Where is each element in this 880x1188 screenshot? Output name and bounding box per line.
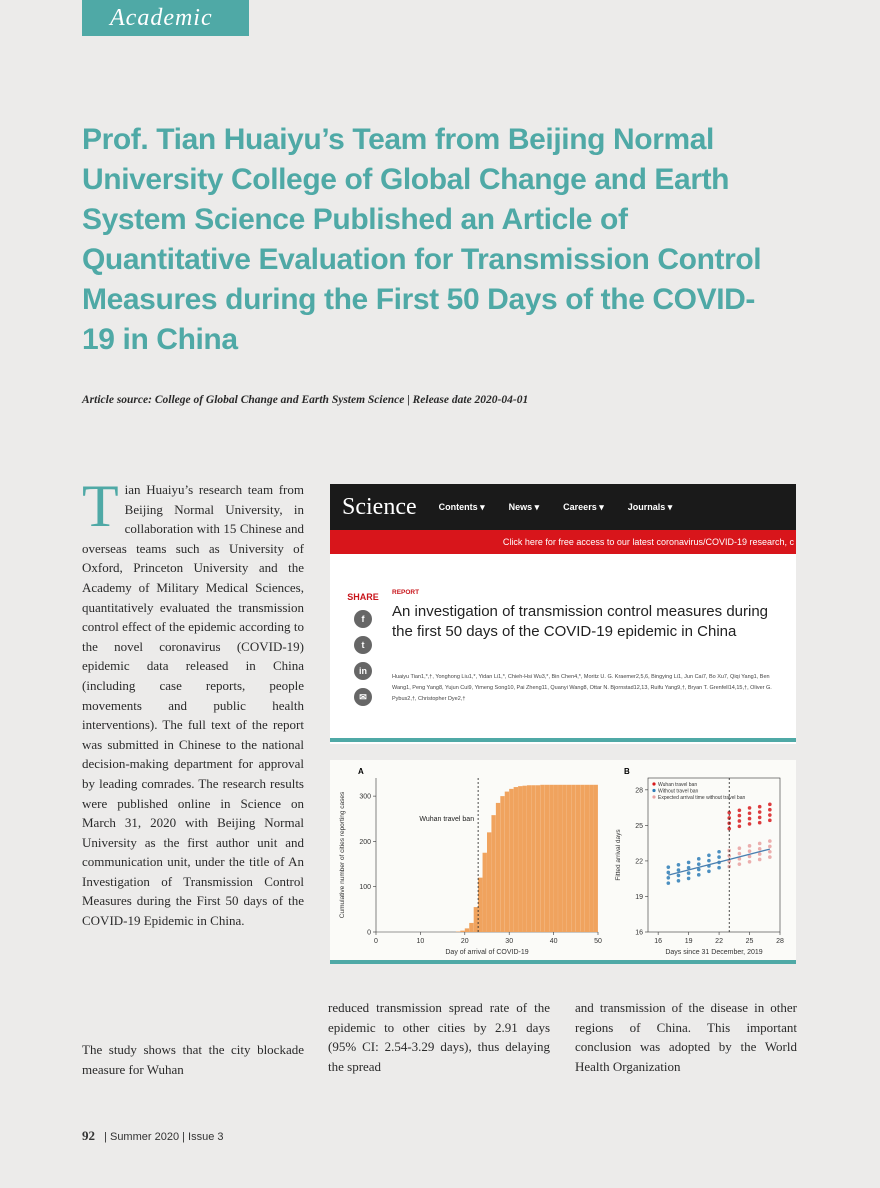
linkedin-icon: in (354, 662, 372, 680)
bar (576, 785, 580, 932)
nav-contents: Contents ▾ (438, 501, 485, 512)
data-point (758, 858, 762, 862)
data-point (667, 871, 671, 875)
data-point (697, 857, 701, 861)
data-point (738, 814, 742, 818)
body-column-3: and transmission of the disease in other regions of China. This important conclusion was adopted by the World Health Organization (575, 1000, 797, 1074)
data-point (768, 845, 772, 849)
bar (571, 785, 575, 932)
legend-label: Expected arrival time without travel ban (658, 795, 746, 801)
covid-banner: Click here for free access to our latest coronavirus/COVID-19 research, c (330, 530, 796, 554)
data-point (687, 861, 691, 865)
legend-marker (652, 795, 655, 798)
nav-news: News ▾ (508, 501, 540, 512)
bar (536, 785, 540, 932)
drop-cap: T (82, 473, 119, 539)
y-tick-label: 25 (635, 822, 643, 830)
data-point (748, 844, 752, 848)
y-tick-label: 200 (359, 838, 371, 846)
data-point (758, 816, 762, 820)
bar (496, 803, 500, 932)
bar (460, 931, 464, 932)
data-point (758, 842, 762, 846)
chart-panel-b (615, 778, 784, 956)
article-title: Prof. Tian Huaiyu’s Team from Beijing Normal University College of Global Change and Earth System Science Published an Article of Quantitative Evaluation for Transmission Control Measures during the First 50 Days of the COVID-19 in China (82, 123, 762, 356)
x-axis-label: Day of arrival of COVID-19 (445, 949, 529, 956)
data-point (768, 803, 772, 807)
data-point (667, 865, 671, 869)
data-point (768, 808, 772, 812)
article-source: Article source: College of Global Change and Earth System Science | Release date 2020-04-01 (82, 394, 529, 406)
issue-info: | Summer 2020 | Issue 3 (104, 1131, 224, 1143)
bar (531, 785, 535, 932)
x-tick-label: 25 (745, 938, 754, 945)
nav-journals: Journals ▾ (627, 501, 673, 512)
data-point (667, 881, 671, 885)
data-point (768, 819, 772, 823)
x-tick-label: 28 (776, 938, 784, 945)
twitter-icon: t (354, 636, 372, 654)
data-point (717, 855, 721, 859)
bar (469, 923, 473, 932)
bar (465, 928, 469, 932)
y-tick-label: 300 (359, 793, 371, 801)
data-point (677, 863, 681, 867)
science-logo: Science (342, 493, 417, 520)
x-tick-label: 50 (594, 938, 602, 945)
data-point (717, 850, 721, 854)
share-label: SHARE (347, 592, 379, 602)
data-point (748, 822, 752, 826)
page-number: 92 (82, 1128, 95, 1143)
share-panel (346, 592, 380, 714)
bar (505, 792, 509, 932)
data-point (748, 811, 752, 815)
x-tick-label: 22 (715, 938, 723, 945)
data-point (768, 813, 772, 817)
divider (330, 738, 796, 742)
data-point (758, 805, 762, 809)
body-column-2: reduced transmission spread rate of the epidemic to other cities by 2.91 days (95% CI: 2.54-3.29 days), thus delaying the spread (328, 1000, 550, 1074)
paragraph-1: ian Huaiyu’s research team from Beijing Normal University, in collaboration with 15 Chinese and overseas teams such as University of Oxford, Princeton University and the Academy of Military Medical Sciences, quantitatively evaluated the transmission control effect of the epidemic according to the novel coronavirus (COVID-19) epidemic data released in China (including case reports, people movements and public health interventions). The full text of the report was submitted in Chinese to the national decision-making department for approval by leading comrades. The research results were published online in Science on March 31, 2020 with Beijing Normal University as the first author unit and communication unit, under the title of An Investigation of Transmission Control Measures during the First 50 days of the COVID-19 Epidemic in China. (82, 482, 304, 929)
data-point (758, 852, 762, 856)
y-tick-label: 19 (635, 893, 643, 901)
legend-marker (652, 789, 655, 792)
bar (491, 815, 495, 932)
data-point (697, 862, 701, 866)
bar (527, 785, 531, 932)
page-footer (82, 1128, 224, 1144)
figure (330, 760, 796, 960)
bar (540, 785, 544, 932)
x-tick-label: 16 (654, 938, 663, 945)
bar (585, 785, 589, 932)
y-tick-label: 16 (635, 929, 643, 937)
bar (545, 785, 549, 932)
data-point (748, 860, 752, 864)
bar (594, 785, 598, 932)
data-point (768, 855, 772, 859)
x-tick-label: 10 (416, 938, 425, 945)
data-point (768, 850, 772, 854)
bar (478, 878, 482, 932)
facebook-icon: f (354, 610, 372, 628)
bar (589, 785, 593, 932)
legend-label: Without travel ban (658, 788, 699, 795)
bar (523, 786, 527, 932)
data-point (707, 859, 711, 863)
panel-b-label: B (624, 767, 630, 776)
bar (562, 785, 566, 932)
science-navbar (330, 484, 796, 530)
data-point (707, 869, 711, 873)
nav-careers: Careers ▾ (563, 501, 604, 512)
y-tick-label: 22 (635, 858, 643, 866)
data-point (677, 874, 681, 878)
data-point (707, 853, 711, 857)
data-point (738, 852, 742, 856)
paragraph-2: The study shows that the city blockade measure for Wuhan (82, 1042, 304, 1077)
data-point (748, 849, 752, 853)
y-tick-label: 28 (635, 787, 643, 795)
bar (514, 787, 518, 932)
data-point (738, 819, 742, 823)
data-point (687, 871, 691, 875)
data-point (697, 873, 701, 877)
y-tick-label: 0 (367, 929, 371, 937)
email-icon: ✉ (354, 688, 372, 706)
y-tick-label: 100 (359, 884, 371, 892)
figure-svg (330, 760, 796, 960)
bar (580, 785, 584, 932)
bar (558, 785, 562, 932)
author-list: Huaiyu Tian1,*,†, Yonghong Liu1,*, Yidan Li1,*, Chieh-Hsi Wu3,*, Bin Chen4,*, Moritz U. G. Kraemer2,5,6, Bingying Li1, Jun Cai7, Bo Xu7, Qiqi Yang1, Ben Wang1, Peng Yang8, Yujun Cui9, Yimeng Song10, Pai Zheng11, Quanyi Wang8, Ottar N. Bjornstad12,13, Ruifu Yang9,†, Bryan T. Grenfell14,15,†, Oliver G. Pybus2,†, Christopher Dye2,† (392, 674, 772, 702)
panel-a-label: A (358, 767, 364, 776)
data-point (717, 866, 721, 870)
science-article-title: An investigation of transmission control measures during the first 50 days of the COVID-19 epidemic in China (392, 603, 769, 640)
y-axis-label: Fitted arrival days (615, 829, 622, 881)
section-tab: Academic (82, 0, 249, 36)
legend-marker (652, 782, 655, 785)
data-point (768, 839, 772, 843)
data-point (758, 847, 762, 851)
travel-ban-label: Wuhan travel ban (419, 816, 475, 823)
science-screenshot (330, 484, 796, 744)
data-point (677, 868, 681, 872)
data-point (738, 824, 742, 828)
data-point (738, 862, 742, 866)
data-point (738, 808, 742, 812)
bar (554, 785, 558, 932)
chart-panel-a (339, 778, 602, 956)
data-point (758, 810, 762, 814)
y-axis-label: Cumulative number of cities reporting cases (339, 791, 346, 919)
bar (567, 785, 571, 932)
report-tag: REPORT (392, 589, 420, 596)
body-column-1 (82, 473, 304, 931)
data-point (738, 846, 742, 850)
legend-label: Wuhan travel ban (658, 782, 698, 788)
data-point (677, 879, 681, 883)
x-tick-label: 0 (374, 938, 378, 945)
bar (518, 786, 522, 932)
x-tick-label: 30 (505, 938, 514, 945)
data-point (667, 876, 671, 880)
x-axis-label: Days since 31 December, 2019 (665, 949, 763, 956)
x-tick-label: 19 (684, 938, 693, 945)
bar (487, 832, 491, 932)
bar (549, 785, 553, 932)
bar (509, 789, 513, 932)
x-tick-label: 20 (460, 938, 469, 945)
x-tick-label: 40 (549, 938, 558, 945)
data-point (758, 821, 762, 825)
bar (483, 853, 487, 932)
divider (330, 960, 796, 964)
data-point (687, 877, 691, 881)
data-point (748, 806, 752, 810)
bar (500, 796, 504, 932)
data-point (748, 817, 752, 821)
bar (474, 907, 478, 932)
